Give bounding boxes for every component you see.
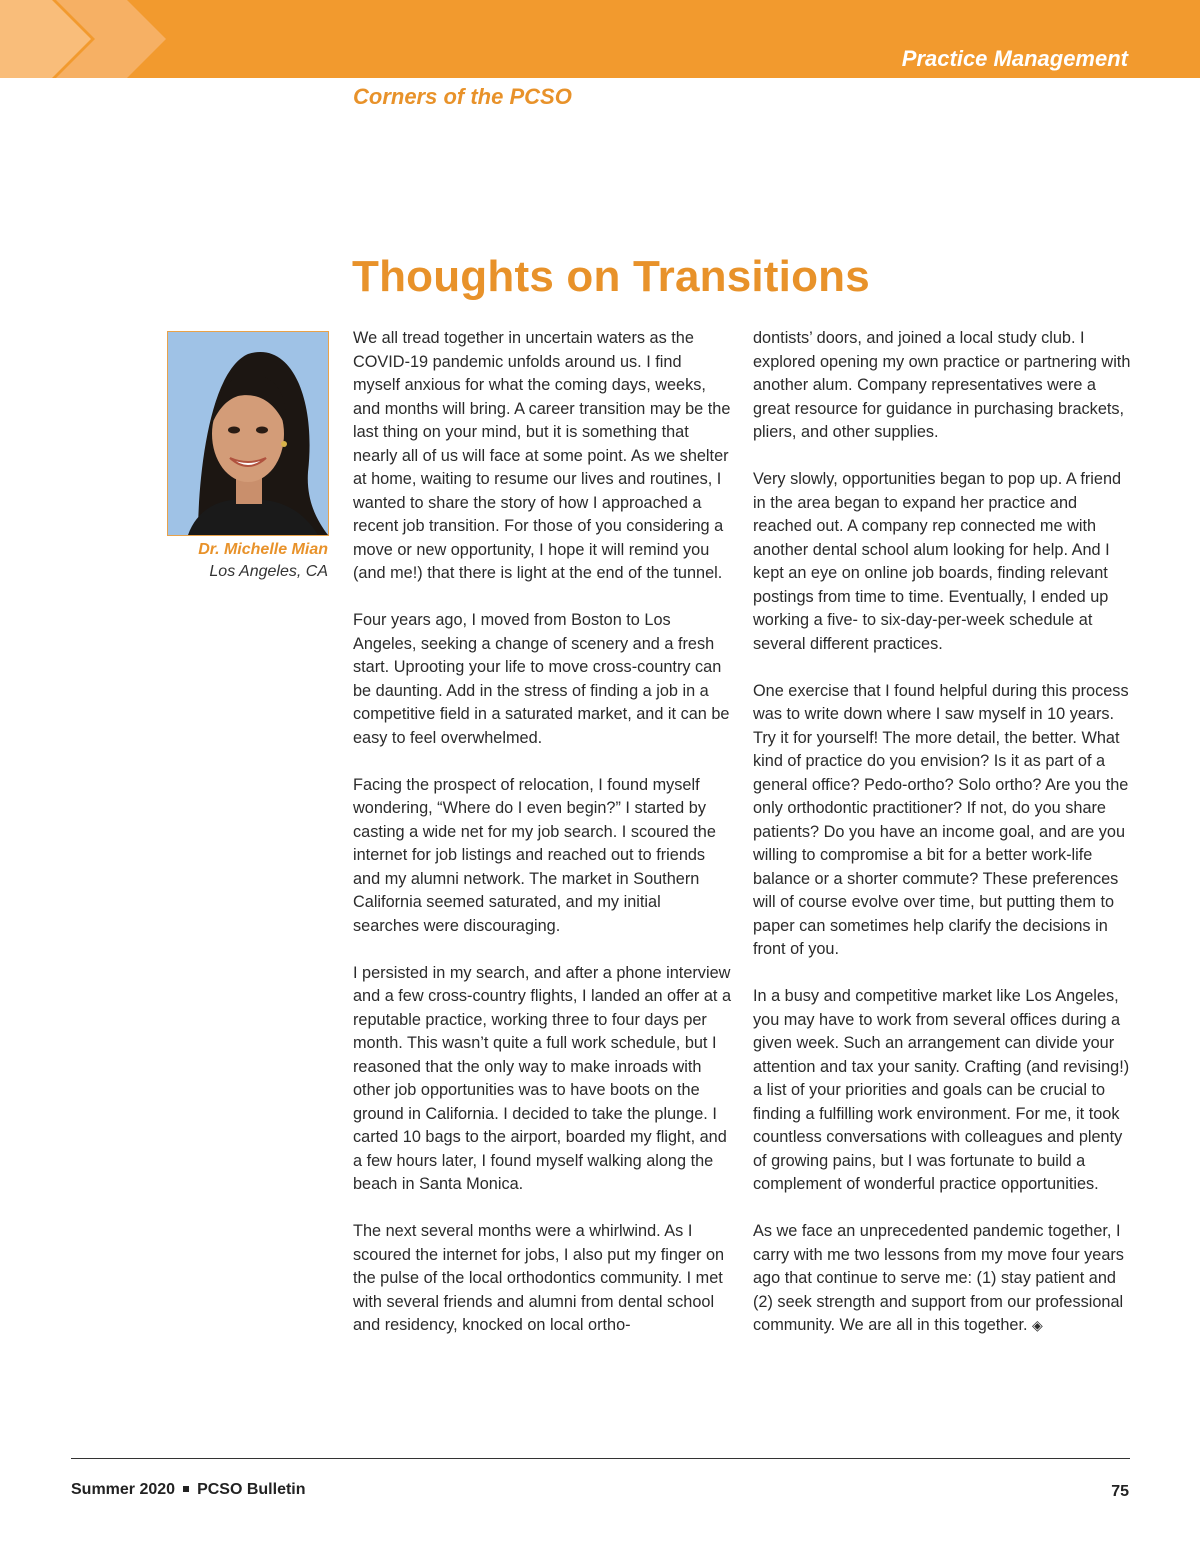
section-label: Practice Management xyxy=(901,46,1128,71)
footer-issue xyxy=(71,1481,306,1499)
paragraph: I persisted in my search, and after a phone interview and a few cross-country flights, I landed an offer at a reputable practice, working three to four days per month. This wasn’t quite a full work schedule, but I reasoned that the only way to make inroads with other job opportunities was to have boots on the ground in California. I decided to take the plunge. I carted 10 bags to the airport, boarded my flight, and a few hours later, I found myself walking along the beach in Santa Monica. xyxy=(353,963,731,1193)
author-photo xyxy=(167,331,329,536)
paragraph: Very slowly, opportunities began to pop up. A friend in the area began to expand her practice and reached out. A company rep connected me with another dental school alum looking for help. And I kept an eye on online job boards, finding relevant postings from time to time. Eventually, I ended up working a five- to six-day-per-week schedule at several different practices. xyxy=(753,470,1122,653)
chevron-arrows-icon xyxy=(0,0,200,78)
paragraph: One exercise that I found helpful during this process was to write down where I saw myself in 10 years. Try it for yourself! The more detail, the better. What kind of practice do you envision? Is it as part of a general office? Pedo-ortho? Solo ortho? Are you the only orthodontic practitioner? If not, do you share patients? Do you have an income goal, and are you willing to compromise a bit for a better work-life balance or a shorter commute? These preferences will of course evolve over time, but putting them to paper can sometimes help clarify the decisions in front of you. xyxy=(753,681,1129,958)
paragraph-final xyxy=(753,1220,1131,1338)
paragraph: The next several months were a whirlwind. As I scoured the internet for jobs, I also put my finger on the pulse of the local orthodontics community. I met with several friends and alumni from dental school and residency, knocked on local ortho- xyxy=(353,1222,725,1334)
issue-date: Summer 2020 xyxy=(71,1481,176,1498)
paragraph: Facing the prospect of relocation, I found myself wondering, “Where do I even begin?” I started by casting a wide net for my job search. I scoured the internet for job listings and reached out to friends and my alumni network. The market in Southern California seemed saturated, and my initial searches were discouraging. xyxy=(353,775,716,935)
paragraph: Four years ago, I moved from Boston to Los Angeles, seeking a change of scenery and a fresh start. Uprooting your life to move cross-country can be daunting. Add in the stress of finding a job in a competitive field in a saturated market, and it can be easy to feel overwhelmed. xyxy=(353,611,730,747)
article-column-1 xyxy=(353,327,731,1361)
square-bullet-icon xyxy=(183,1486,189,1492)
author-location: Los Angeles, CA xyxy=(209,563,328,580)
article-title: Thoughts on Transitions xyxy=(352,252,870,301)
footer-divider xyxy=(71,1458,1130,1459)
paragraph: In a busy and competitive market like Los Angeles, you may have to work from several offices during a given week. Such an arrangement can divide your attention and tax your sanity. Crafting (and revising!) a list of your priorities and goals can be crucial to finding a fulfilling work environment. For me, it took countless conversations with colleagues and plenty of growing pains, but I was fortunate to build a complement of wonderful practice opportunities. xyxy=(753,987,1130,1193)
header-banner xyxy=(0,0,1200,78)
end-mark-icon: ◈ xyxy=(1032,1317,1043,1333)
paragraph-text: As we face an unprecedented pandemic together, I carry with me two lessons from my move four years ago that continue to serve me: (1) stay patient and (2) seek strength and support from our professional community. We are all in this together. xyxy=(753,1222,1124,1334)
author-name: Dr. Michelle Mian xyxy=(198,541,328,558)
article-column-2 xyxy=(753,327,1131,1361)
paragraph: We all tread together in uncertain waters as the COVID-19 pandemic unfolds around us. I find myself anxious for what the coming days, weeks, and months will bring. A career transition may be the last thing on your mind, but it is something that nearly all of us will face at some point. As we shelter at home, waiting to resume our lives and routines, I wanted to share the story of how I approached a recent job transition. For those of you considering a move or new opportunity, I hope it will remind you (and me!) that there is light at the end of the tunnel. xyxy=(353,329,731,582)
column-kicker: Corners of the PCSO xyxy=(353,84,572,109)
publication-name: PCSO Bulletin xyxy=(197,1481,306,1498)
paragraph: dontists’ doors, and joined a local study club. I explored opening my own practice or partnering with another alum. Company representatives were a great resource for guidance in purchasing brackets, pliers, and other supplies. xyxy=(753,329,1131,441)
page-number: 75 xyxy=(1111,1483,1129,1500)
